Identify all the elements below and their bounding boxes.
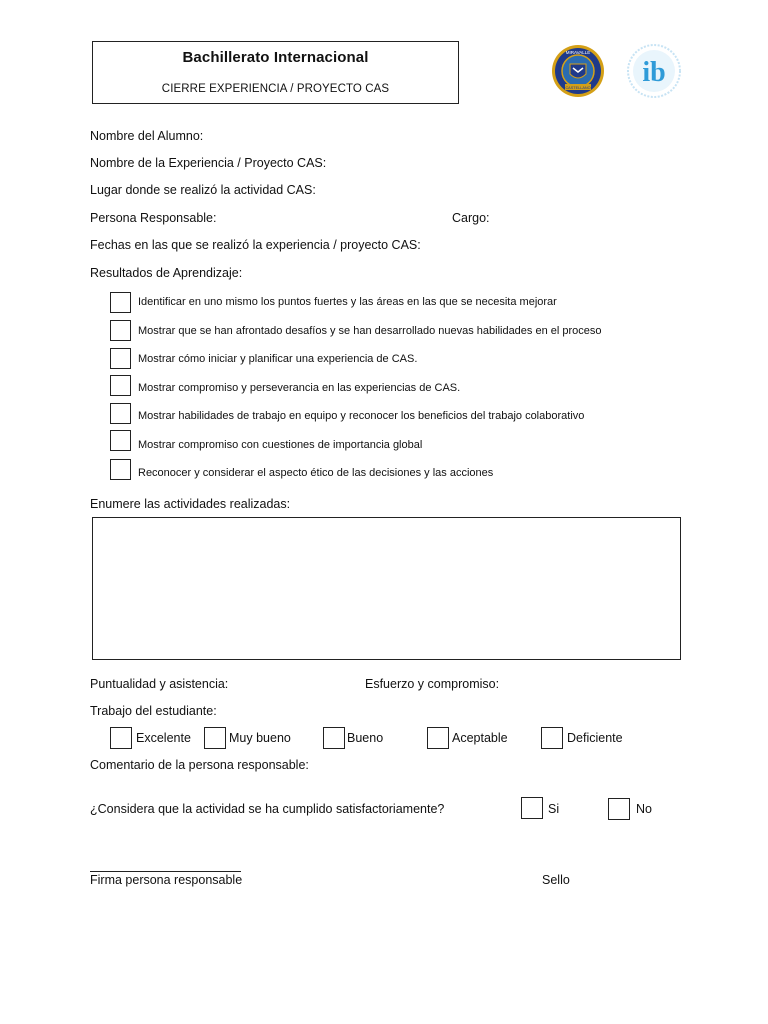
crest-bottom-text: CASTELLANO xyxy=(565,86,591,90)
no-checkbox[interactable] xyxy=(608,798,630,820)
form-subtitle: CIERRE EXPERIENCIA / PROYECTO CAS xyxy=(161,83,390,95)
rating-deficiente-label: Deficiente xyxy=(567,731,623,745)
ib-letters: ib xyxy=(642,57,666,88)
rating-aceptable-checkbox[interactable] xyxy=(427,727,449,749)
learning-results-label: Resultados de Aprendizaje: xyxy=(90,266,243,280)
rating-muy-bueno-checkbox[interactable] xyxy=(204,727,226,749)
school-crest-icon xyxy=(551,44,605,98)
yes-checkbox[interactable] xyxy=(521,797,543,819)
outcome-checkbox[interactable] xyxy=(110,430,131,451)
form-title: Bachillerato Internacional xyxy=(182,49,369,66)
rating-excelente-checkbox[interactable] xyxy=(110,727,132,749)
outcome-label: Mostrar compromiso y perseverancia en las experiencias de CAS. xyxy=(138,382,461,394)
outcome-label: Mostrar compromiso con cuestiones de importancia global xyxy=(138,439,423,451)
no-label: No xyxy=(636,802,652,816)
experience-name-label: Nombre de la Experiencia / Proyecto CAS: xyxy=(90,156,327,170)
rating-deficiente-checkbox[interactable] xyxy=(541,727,563,749)
rating-muy-bueno-label: Muy bueno xyxy=(229,731,291,745)
yes-label: Si xyxy=(548,802,560,816)
student-name-label: Nombre del Alumno: xyxy=(90,129,204,143)
comment-label: Comentario de la persona responsable: xyxy=(90,758,309,772)
outcome-label: Mostrar cómo iniciar y planificar una experiencia de CAS. xyxy=(138,353,418,365)
crest-ring-text: MIRAVALLE xyxy=(565,50,591,55)
satisfaction-question: ¿Considera que la actividad se ha cumplido satisfactoriamente? xyxy=(90,802,445,816)
outcome-checkbox[interactable] xyxy=(110,320,131,341)
outcome-checkbox[interactable] xyxy=(110,292,131,313)
outcome-label: Mostrar habilidades de trabajo en equipo y reconocer los beneficios del trabajo colaborativo xyxy=(138,410,585,422)
position-label: Cargo: xyxy=(452,211,490,225)
outcome-label: Reconocer y considerar el aspecto ético de las decisiones y las acciones xyxy=(138,467,494,479)
ib-logo-icon xyxy=(626,44,680,98)
dates-label: Fechas en las que se realizó la experiencia / proyecto CAS: xyxy=(90,238,421,252)
outcome-checkbox[interactable] xyxy=(110,375,131,396)
signature-line[interactable] xyxy=(90,871,241,872)
rating-excelente-label: Excelente xyxy=(136,731,191,745)
stamp-label: Sello xyxy=(542,873,570,887)
outcome-label: Mostrar que se han afrontado desafíos y se han desarrollado nuevas habilidades en el proceso xyxy=(138,325,602,337)
rating-aceptable-label: Aceptable xyxy=(452,731,508,745)
outcome-checkbox[interactable] xyxy=(110,348,131,369)
effort-label: Esfuerzo y compromiso: xyxy=(365,677,500,691)
student-work-label: Trabajo del estudiante: xyxy=(90,704,217,718)
punctuality-label: Puntualidad y asistencia: xyxy=(90,677,229,691)
outcome-checkbox[interactable] xyxy=(110,459,131,480)
outcome-checkbox[interactable] xyxy=(110,403,131,424)
rating-bueno-label: Bueno xyxy=(347,731,384,745)
activities-label: Enumere las actividades realizadas: xyxy=(90,497,291,511)
responsible-label: Persona Responsable: xyxy=(90,211,217,225)
signature-label: Firma persona responsable xyxy=(90,873,243,887)
activities-textarea[interactable] xyxy=(92,517,681,660)
rating-bueno-checkbox[interactable] xyxy=(323,727,345,749)
place-label: Lugar donde se realizó la actividad CAS: xyxy=(90,183,316,197)
outcome-label: Identificar en uno mismo los puntos fuertes y las áreas en las que se necesita mejorar xyxy=(138,296,557,308)
header-box xyxy=(92,41,459,104)
